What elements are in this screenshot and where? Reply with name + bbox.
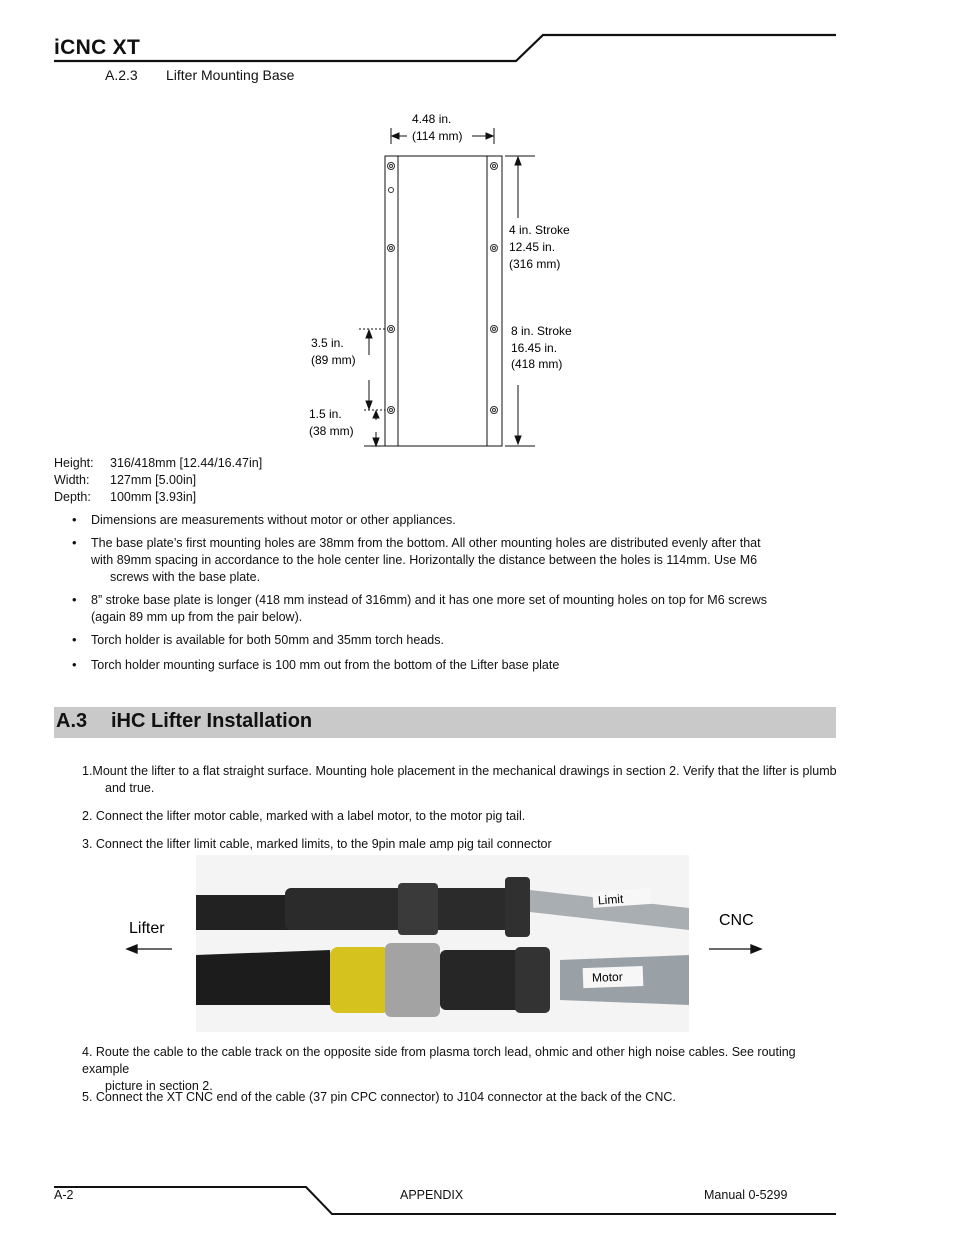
install-step: 5. Connect the XT CNC end of the cable (37 pin CPC connector) to J104 connector at the back of the CNC. <box>82 1090 676 1104</box>
spec-width-value: 127mm [5.00in] <box>110 473 197 487</box>
install-step: 3. Connect the lifter limit cable, marked limits, to the 9pin male amp pig tail connector <box>82 837 552 851</box>
stroke4-mm: (316 mm) <box>509 257 561 271</box>
spec-height-value: 316/418mm [12.44/16.47in] <box>110 456 263 470</box>
mounting-holes <box>388 163 498 414</box>
section-title: iHC Lifter Installation <box>111 710 313 732</box>
hole-spacing-dimension <box>359 329 385 446</box>
limit-cable-label: Limit <box>597 891 624 908</box>
footer-rule <box>0 1180 954 1220</box>
manual-number: Manual 0-5299 <box>704 1188 788 1202</box>
spacing-inches: 3.5 in. <box>311 336 344 350</box>
bullet-item: The base plate’s first mounting holes are 38mm from the bottom. All other mounting holes are distributed evenly after that with 89mm spacing in accordance to the hole center line. Horizontally the distance between the holes is 114mm. Use M6 screws with the base plate. <box>91 536 761 584</box>
bullet-item: Torch holder is available for both 50mm and 35mm torch heads. <box>91 633 444 647</box>
page-number: A-2 <box>54 1188 74 1202</box>
header-rule <box>0 0 954 70</box>
section-heading-bar <box>54 707 836 738</box>
cable-connector-photo <box>0 855 954 1035</box>
spec-depth-label: Depth: <box>54 490 91 504</box>
stroke8-mm: (418 mm) <box>511 357 563 371</box>
stroke4-label: 4 in. Stroke <box>509 223 570 237</box>
lifter-label: Lifter <box>129 920 165 937</box>
spec-height-label: Height: <box>54 456 94 470</box>
install-step: 4. Route the cable to the cable track on the opposite side from plasma torch lead, ohmic and other high noise cables. See routing example picture in section 2. <box>82 1045 796 1093</box>
spec-depth-value: 100mm [3.93in] <box>110 490 197 504</box>
install-step: 2. Connect the lifter motor cable, marked with a label motor, to the motor pig tail. <box>82 809 526 823</box>
subsection-title: Lifter Mounting Base <box>166 67 295 83</box>
motor-cable-label: Motor <box>591 969 623 985</box>
bottom-offset-inches: 1.5 in. <box>309 407 342 421</box>
bullet-marker: • <box>72 632 77 647</box>
bullet-item: 8” stroke base plate is longer (418 mm instead of 316mm) and it has one more set of mounting holes on top for M6 screws (again 89 mm up from the pair below). <box>91 593 768 624</box>
width-label-mm: (114 mm) <box>412 129 463 143</box>
stroke8-inches: 16.45 in. <box>511 341 558 355</box>
spec-width-label: Width: <box>54 473 90 487</box>
bottom-offset-mm: (38 mm) <box>309 424 354 438</box>
base-plate-outline <box>385 156 502 446</box>
stroke4-inches: 12.45 in. <box>509 240 556 254</box>
stroke8-label: 8 in. Stroke <box>511 324 572 338</box>
subsection-number: A.2.3 <box>105 67 138 83</box>
section-number: A.3 <box>56 710 88 732</box>
left-arrow-icon <box>127 945 172 953</box>
mounting-base-drawing <box>0 100 954 455</box>
cnc-label: CNC <box>719 912 754 929</box>
document-title: iCNC XT <box>54 36 141 59</box>
right-arrow-icon <box>709 945 761 953</box>
install-step: 1.Mount the lifter to a flat straight surface. Mounting hole placement in the mechanical drawings in section 2. Verify that the lifter is plumb and true. <box>82 764 837 795</box>
bullet-item: Dimensions are measurements without motor or other appliances. <box>91 513 456 527</box>
bullet-marker: • <box>72 592 77 607</box>
bullet-item: Torch holder mounting surface is 100 mm out from the bottom of the Lifter base plate <box>91 658 560 672</box>
bullet-marker: • <box>72 512 77 527</box>
bullet-marker: • <box>72 657 77 672</box>
footer-section: APPENDIX <box>400 1188 464 1202</box>
spacing-mm: (89 mm) <box>311 353 356 367</box>
width-label-inches: 4.48 in. <box>412 112 452 126</box>
stroke-dimension <box>505 156 535 446</box>
bullet-marker: • <box>72 535 77 550</box>
